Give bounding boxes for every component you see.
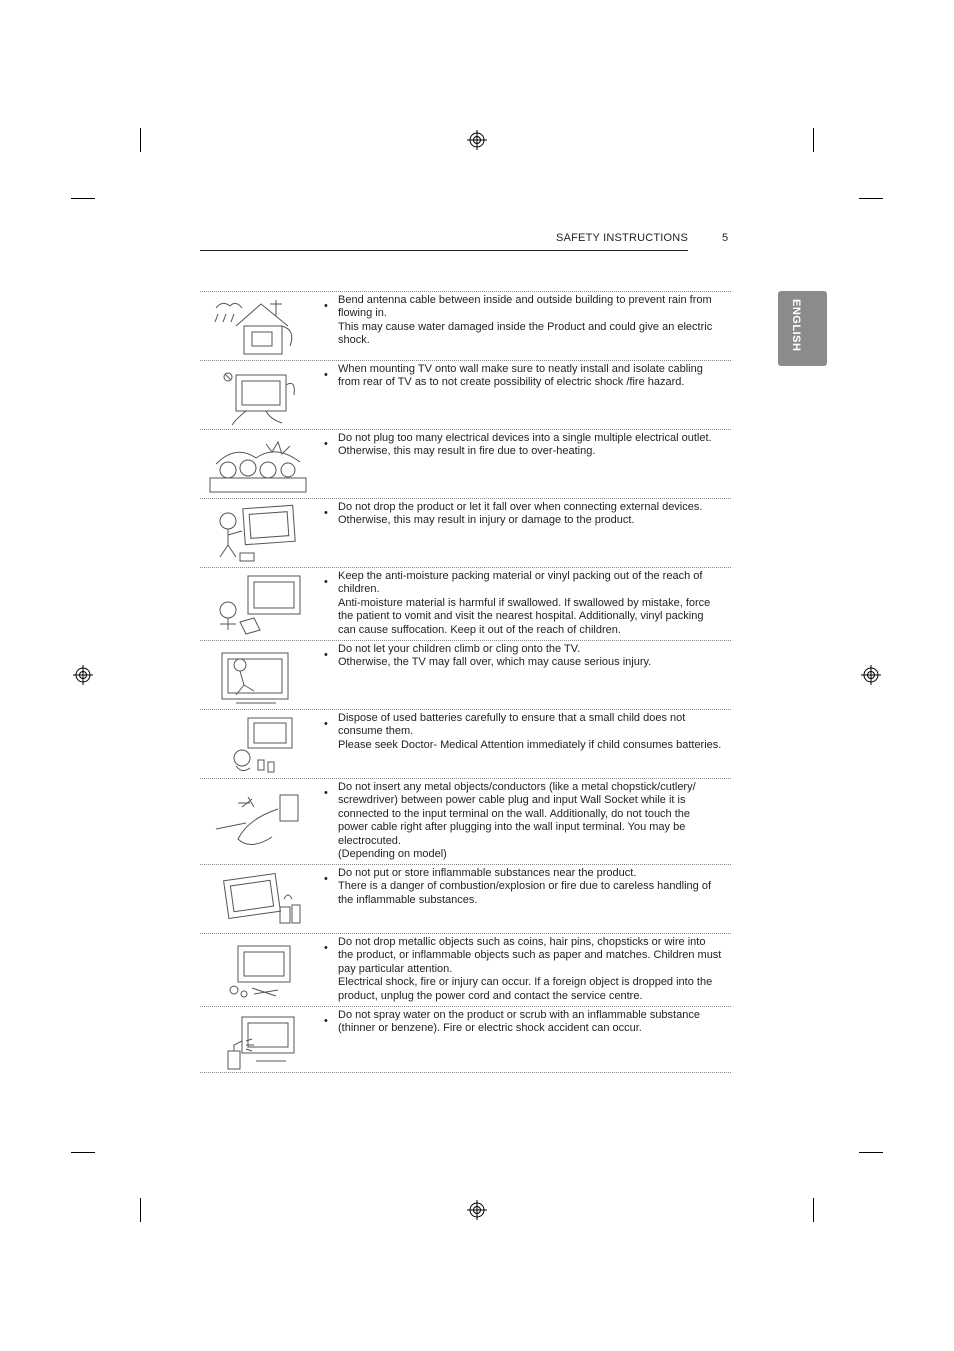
item-text — [338, 936, 722, 1003]
item-text — [338, 1009, 722, 1036]
language-tab-label: ENGLISH — [790, 299, 802, 352]
bullet: • — [324, 300, 328, 312]
bullet: • — [324, 942, 328, 954]
child-climbing-tv-icon — [206, 645, 310, 707]
item-line: When mounting TV onto wall make sure to neatly install and isolate cabling from rear of TV as to not create possibility of electric shock /fire hazard. — [338, 363, 703, 389]
item-text — [338, 712, 722, 752]
safety-item — [200, 778, 731, 864]
item-line: Bend antenna cable between inside and outside building to prevent rain from flowing in. — [338, 294, 712, 320]
item-text — [338, 570, 722, 637]
language-tab — [778, 291, 827, 366]
crop-mark — [813, 1198, 814, 1222]
crop-mark — [140, 1198, 141, 1222]
metallic-objects-tv-icon — [206, 938, 310, 1004]
item-line: Otherwise, this may result in fire due to over-heating. — [338, 445, 596, 458]
metal-object-socket-icon — [206, 783, 310, 855]
safety-item — [200, 429, 731, 498]
page-number: 5 — [722, 232, 729, 244]
item-line: This may cause water damaged inside the Product and could give an electric shock. — [338, 320, 713, 347]
item-line: Keep the anti-moisture packing material or vinyl packing out of the reach of children. — [338, 570, 703, 596]
item-line: Electrical shock, fire or injury can occur. If a foreign object is dropped into the product, unplug the power cord and contact the service centre. — [338, 976, 713, 1002]
crop-mark — [71, 198, 95, 199]
item-line: Otherwise, this may result in injury or damage to the product. — [338, 514, 635, 527]
item-line: Do not insert any metal objects/conductors (like a metal chopstick/cutlery/ screwdriver) between power cable plug and input Wall Socket while it is connected to the input terminal on the wall. Additionally, do not touch the power cable right after plugging into the wall input terminal. You may be electrocuted. — [338, 781, 696, 847]
item-line: Do not drop metallic objects such as coins, hair pins, chopsticks or wire into the product, or inflammable objects such as paper and matches. Children must pay particular attention. — [338, 936, 722, 975]
item-text — [338, 867, 722, 907]
bullet: • — [324, 649, 328, 661]
house-antenna-rain-icon — [206, 296, 310, 358]
safety-list — [200, 291, 731, 1074]
safety-item — [200, 498, 731, 567]
registration-mark-icon — [467, 130, 487, 150]
overloaded-power-strip-icon — [206, 434, 310, 496]
item-line: (Depending on model) — [338, 848, 447, 861]
bullet: • — [324, 873, 328, 885]
item-line: Anti-moisture material is harmful if swallowed. If swallowed by mistake, force the patient to vomit and visit the nearest hospital. Additionally, vinyl packing can cause suffocation. Keep it out of the reach of children. — [338, 596, 711, 636]
crop-mark — [859, 1152, 883, 1153]
registration-mark-icon — [467, 1200, 487, 1220]
item-text — [338, 432, 722, 459]
list-end-rule — [200, 1072, 731, 1073]
bullet: • — [324, 576, 328, 588]
section-title: SAFETY INSTRUCTIONS — [556, 232, 688, 244]
item-line: Do not spray water on the product or scrub with an inflammable substance (thinner or benzene). Fire or electric shock accident can occur. — [338, 1009, 700, 1035]
spray-water-tv-icon — [206, 1011, 310, 1073]
item-line: Do not let your children climb or cling onto the TV. — [338, 643, 581, 655]
safety-item — [200, 1006, 731, 1074]
crop-mark — [859, 198, 883, 199]
item-text — [338, 363, 722, 390]
item-text — [338, 294, 722, 348]
safety-item — [200, 360, 731, 429]
item-line: Please seek Doctor- Medical Attention immediately if child consumes batteries. — [338, 738, 722, 751]
child-tv-falling-icon — [206, 503, 310, 565]
safety-item — [200, 864, 731, 933]
bullet: • — [324, 1015, 328, 1027]
item-line: Do not plug too many electrical devices into a single multiple electrical outlet. — [338, 432, 712, 444]
registration-mark-icon — [73, 665, 93, 685]
wall-mount-cabling-icon — [206, 365, 310, 427]
header-rule — [200, 250, 688, 251]
child-packing-material-icon — [206, 572, 310, 638]
crop-mark — [813, 128, 814, 152]
item-text — [338, 643, 722, 670]
safety-item — [200, 640, 731, 709]
item-text — [338, 781, 722, 861]
item-line: There is a danger of combustion/explosion or fire due to careless handling of the inflammable substances. — [338, 880, 711, 906]
child-batteries-icon — [206, 714, 310, 776]
bullet: • — [324, 507, 328, 519]
item-text — [338, 501, 722, 528]
item-line: Do not drop the product or let it fall over when connecting external devices. — [338, 501, 703, 513]
bullet: • — [324, 718, 328, 730]
item-line: Dispose of used batteries carefully to ensure that a small child does not consume them. — [338, 712, 686, 738]
crop-mark — [140, 128, 141, 152]
item-line: Do not put or store inflammable substances near the product. — [338, 867, 637, 879]
bullet: • — [324, 787, 328, 799]
safety-item — [200, 933, 731, 1006]
safety-item — [200, 709, 731, 778]
bullet: • — [324, 369, 328, 381]
safety-item — [200, 567, 731, 640]
flammable-substances-icon — [206, 869, 310, 931]
registration-mark-icon — [861, 665, 881, 685]
safety-item — [200, 291, 731, 360]
crop-mark — [71, 1152, 95, 1153]
bullet: • — [324, 438, 328, 450]
item-line: Otherwise, the TV may fall over, which may cause serious injury. — [338, 656, 652, 669]
